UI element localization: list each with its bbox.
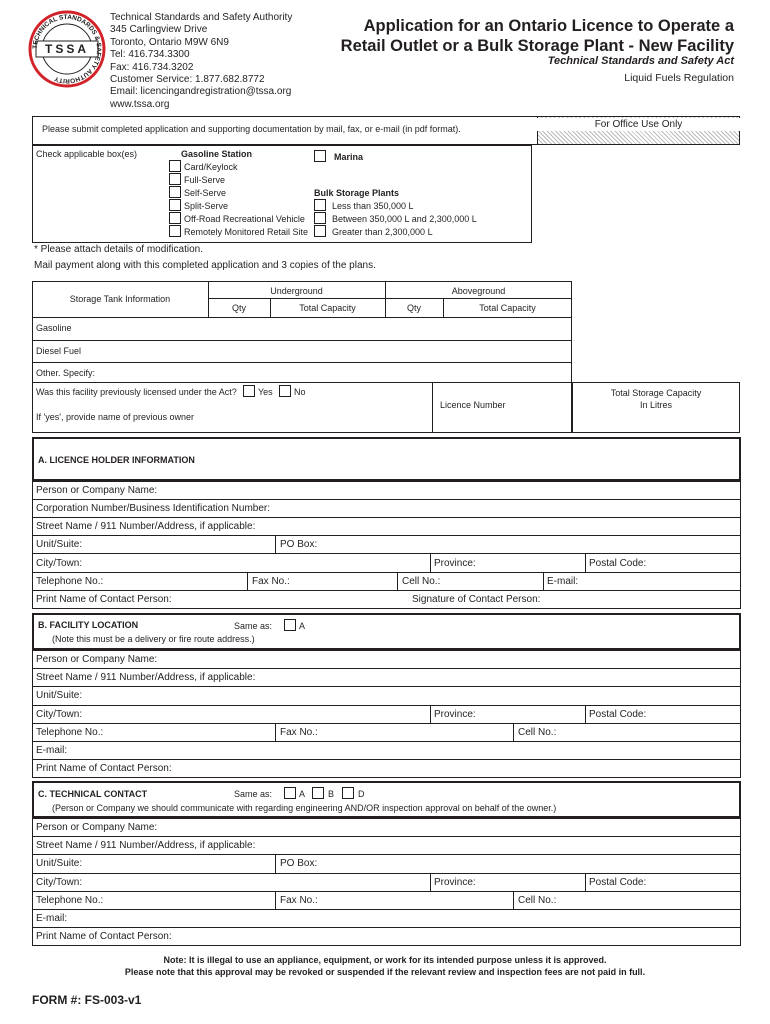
full-serve-checkbox[interactable] bbox=[169, 173, 181, 185]
office-use-label: For Office Use Only bbox=[537, 118, 740, 131]
prev-licensed-yes-checkbox[interactable] bbox=[243, 385, 255, 397]
a-po-field[interactable]: PO Box: bbox=[280, 539, 318, 550]
bulk-large-checkbox[interactable] bbox=[314, 225, 326, 237]
mail-note: Mail payment along with this completed application and 3 copies of the plans. bbox=[34, 260, 376, 271]
a-signature-field[interactable]: Signature of Contact Person: bbox=[412, 594, 541, 605]
svg-text:TECHNICAL STANDARDS & SAFETY A: TECHNICAL STANDARDS & SAFETY AUTHORITY bbox=[31, 13, 103, 85]
gas-option-label: Card/Keylock bbox=[184, 162, 238, 172]
prev-licensed-no-checkbox[interactable] bbox=[279, 385, 291, 397]
b-cell-field[interactable]: Cell No.: bbox=[518, 727, 557, 738]
a-print-field[interactable]: Print Name of Contact Person: bbox=[36, 594, 172, 605]
licence-number-label: Licence Number bbox=[440, 400, 506, 410]
b-opt-a-label: A bbox=[299, 621, 306, 631]
marina-checkbox[interactable] bbox=[314, 150, 326, 162]
a-fax-field[interactable]: Fax No.: bbox=[252, 576, 290, 587]
act-name: Technical Standards and Safety Act bbox=[547, 55, 734, 67]
b-postal-field[interactable]: Postal Code: bbox=[589, 709, 647, 720]
c-same-as-label: Same as: bbox=[234, 789, 273, 799]
submit-note: Please submit completed application and supporting documentation by mail, fax, or e-mail (in pdf format). bbox=[42, 124, 461, 134]
b-tel-field[interactable]: Telephone No.: bbox=[36, 727, 104, 738]
gas-option-label: Self-Serve bbox=[184, 188, 227, 198]
org-line: Customer Service: 1.877.682.8772 bbox=[110, 74, 265, 86]
ug-capacity-header: Total Capacity bbox=[299, 303, 356, 313]
aboveground-header: Aboveground bbox=[451, 286, 506, 296]
tssa-logo bbox=[28, 10, 106, 88]
gas-option-label: Remotely Monitored Retail Site bbox=[184, 227, 309, 237]
off-road-checkbox[interactable] bbox=[169, 212, 181, 224]
bulk-option-label: Between 350,000 L and 2,300,000 L bbox=[332, 214, 477, 224]
org-line: Toronto, Ontario M9W 6N9 bbox=[110, 36, 229, 48]
c-postal-field[interactable]: Postal Code: bbox=[589, 877, 647, 888]
c-cell-field[interactable]: Cell No.: bbox=[518, 895, 557, 906]
section-b-header bbox=[32, 613, 741, 650]
b-same-as-a-checkbox[interactable] bbox=[284, 619, 296, 631]
split-serve-checkbox[interactable] bbox=[169, 199, 181, 211]
section-a-title: A. LICENCE HOLDER INFORMATION bbox=[38, 455, 195, 465]
c-opt-d-label: D bbox=[358, 789, 365, 799]
card-keylock-checkbox[interactable] bbox=[169, 160, 181, 172]
total-storage-line2: In Litres bbox=[639, 400, 672, 410]
a-tel-field[interactable]: Telephone No.: bbox=[36, 576, 104, 587]
yes-label: Yes bbox=[258, 387, 273, 397]
a-unit-field[interactable]: Unit/Suite: bbox=[36, 539, 83, 550]
attach-note: * Please attach details of modification. bbox=[34, 244, 203, 255]
c-same-as-b-checkbox[interactable] bbox=[312, 787, 324, 799]
org-line: Tel: 416.734.3300 bbox=[110, 49, 190, 61]
bulk-option-label: Less than 350,000 L bbox=[332, 201, 414, 211]
org-website-link[interactable]: www.tssa.org bbox=[110, 98, 170, 110]
gasoline-row-label: Gasoline bbox=[36, 323, 72, 333]
bulk-heading: Bulk Storage Plants bbox=[314, 188, 400, 198]
form-number: FORM #: FS-003-v1 bbox=[32, 993, 142, 1007]
prev-licensed-question: Was this facility previously licensed under the Act? bbox=[36, 387, 237, 397]
form-title-line1: Application for an Ontario Licence to Operate a bbox=[363, 17, 734, 35]
section-c-title: C. TECHNICAL CONTACT bbox=[38, 789, 148, 799]
a-person-field[interactable]: Person or Company Name: bbox=[36, 485, 158, 496]
form-title-line2: Retail Outlet or a Bulk Storage Plant - New Facility bbox=[340, 37, 734, 55]
regulation-name: Liquid Fuels Regulation bbox=[624, 72, 734, 84]
c-note: (Person or Company we should communicate with regarding engineering AND/OR inspection approval on behalf of the owner.) bbox=[52, 803, 557, 813]
c-fax-field[interactable]: Fax No.: bbox=[280, 895, 318, 906]
org-line: Technical Standards and Safety Authority bbox=[110, 12, 293, 23]
c-person-field[interactable]: Person or Company Name: bbox=[36, 822, 158, 833]
marina-label: Marina bbox=[334, 152, 364, 162]
tank-table-title: Storage Tank Information bbox=[69, 294, 171, 304]
a-postal-field[interactable]: Postal Code: bbox=[589, 558, 647, 569]
bulk-option-label: Greater than 2,300,000 L bbox=[332, 227, 433, 237]
b-same-as-label: Same as: bbox=[234, 621, 273, 631]
c-opt-b-label: B bbox=[328, 789, 335, 799]
b-print-field[interactable]: Print Name of Contact Person: bbox=[36, 763, 172, 774]
c-city-field[interactable]: City/Town: bbox=[36, 877, 83, 888]
diesel-row-label: Diesel Fuel bbox=[36, 346, 82, 356]
b-email-field[interactable]: E-mail: bbox=[36, 745, 68, 756]
c-unit-field[interactable]: Unit/Suite: bbox=[36, 858, 83, 869]
a-province-field[interactable]: Province: bbox=[434, 558, 476, 569]
b-note: (Note this must be a delivery or fire route address.) bbox=[52, 634, 255, 644]
a-city-field[interactable]: City/Town: bbox=[36, 558, 83, 569]
c-print-field[interactable]: Print Name of Contact Person: bbox=[36, 931, 172, 942]
c-street-field[interactable]: Street Name / 911 Number/Address, if applicable: bbox=[36, 840, 256, 851]
footer-note-revoked: Please note that this approval may be revoked or suspended if the relevant review and inspection fees are not paid in full. bbox=[124, 967, 646, 977]
c-opt-a-label: A bbox=[299, 789, 306, 799]
a-cell-field[interactable]: Cell No.: bbox=[402, 576, 441, 587]
a-street-field[interactable]: Street Name / 911 Number/Address, if applicable: bbox=[36, 521, 256, 532]
bulk-small-checkbox[interactable] bbox=[314, 199, 326, 211]
logo-text: TSSA bbox=[44, 42, 89, 56]
gas-option-label: Split-Serve bbox=[184, 201, 229, 211]
b-street-field[interactable]: Street Name / 911 Number/Address, if applicable: bbox=[36, 672, 256, 683]
gasoline-heading: Gasoline Station bbox=[181, 149, 253, 159]
b-unit-field[interactable]: Unit/Suite: bbox=[36, 690, 83, 701]
c-tel-field[interactable]: Telephone No.: bbox=[36, 895, 104, 906]
c-same-as-a-checkbox[interactable] bbox=[284, 787, 296, 799]
b-person-field[interactable]: Person or Company Name: bbox=[36, 654, 158, 665]
c-po-field[interactable]: PO Box: bbox=[280, 858, 318, 869]
check-label: Check applicable box(es) bbox=[36, 149, 138, 159]
c-email-field[interactable]: E-mail: bbox=[36, 913, 68, 924]
footer-note-illegal: Note: It is illegal to use an appliance, equipment, or work for its intended purpose unless it is approved. bbox=[163, 955, 607, 965]
bulk-medium-checkbox[interactable] bbox=[314, 212, 326, 224]
org-contact-block bbox=[110, 12, 292, 111]
section-b-title: B. FACILITY LOCATION bbox=[38, 620, 139, 630]
b-city-field[interactable]: City/Town: bbox=[36, 709, 83, 720]
if-yes-label: If 'yes', provide name of previous owner bbox=[36, 412, 195, 422]
ag-capacity-header: Total Capacity bbox=[479, 303, 536, 313]
ug-qty-header: Qty bbox=[231, 303, 246, 313]
b-fax-field[interactable]: Fax No.: bbox=[280, 727, 318, 738]
org-email-link[interactable]: Email: licencingandregistration@tssa.org bbox=[110, 86, 292, 98]
gas-option-label: Full-Serve bbox=[184, 175, 226, 185]
org-line: 345 Carlingview Drive bbox=[110, 24, 208, 36]
b-province-field[interactable]: Province: bbox=[434, 709, 476, 720]
c-same-as-d-checkbox[interactable] bbox=[342, 787, 354, 799]
gas-option-label: Off-Road Recreational Vehicle bbox=[184, 214, 305, 224]
a-email-field[interactable]: E-mail: bbox=[547, 576, 579, 587]
ag-qty-header: Qty bbox=[406, 303, 421, 313]
other-row-label: Other. Specify: bbox=[36, 368, 96, 378]
self-serve-checkbox[interactable] bbox=[169, 186, 181, 198]
no-label: No bbox=[294, 387, 306, 397]
underground-header: Underground bbox=[270, 286, 323, 296]
org-line: Fax: 416.734.3202 bbox=[110, 61, 194, 73]
c-province-field[interactable]: Province: bbox=[434, 877, 476, 888]
total-storage-line1: Total Storage Capacity bbox=[610, 388, 702, 398]
remote-monitored-checkbox[interactable] bbox=[169, 225, 181, 237]
form-title bbox=[341, 16, 734, 56]
a-corp-field[interactable]: Corporation Number/Business Identification Number: bbox=[36, 503, 270, 514]
